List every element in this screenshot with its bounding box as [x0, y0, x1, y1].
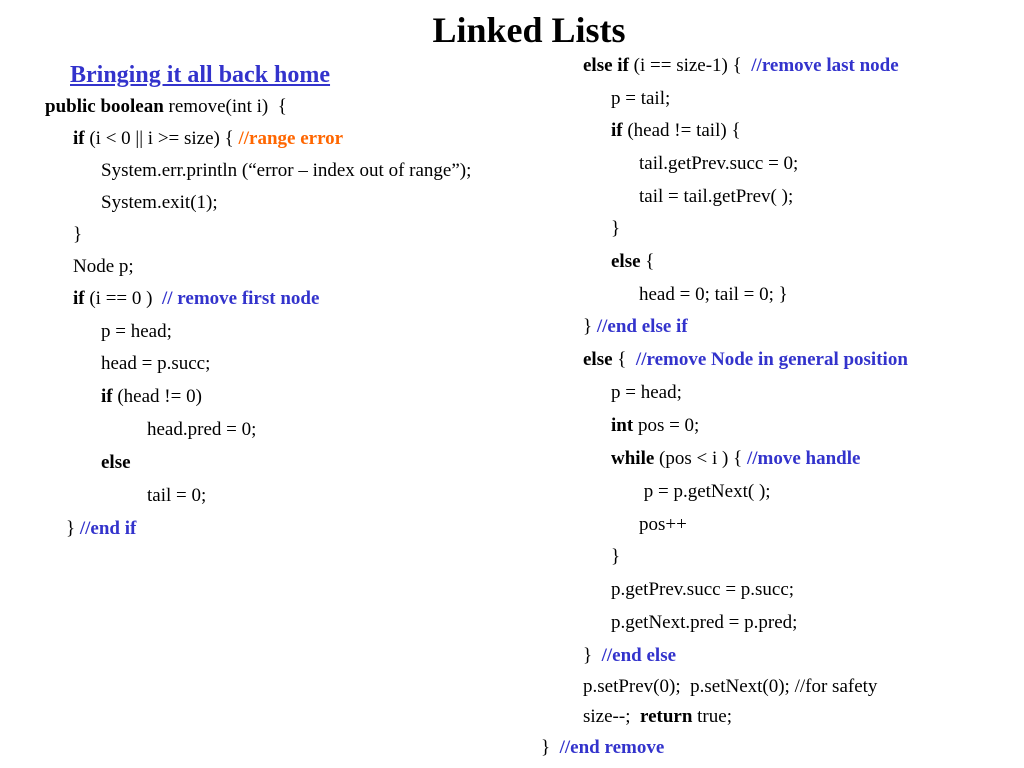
code-text: (pos < i ) { — [654, 448, 747, 469]
code-text: Node p; — [73, 256, 134, 277]
code-text: p.setPrev(0); p.setNext(0); //for safety — [583, 676, 878, 697]
code-text: true; — [692, 706, 732, 727]
code-line — [583, 675, 877, 699]
code-line — [73, 223, 82, 247]
code-line — [101, 191, 218, 215]
code-keyword: else if — [583, 55, 629, 76]
code-line — [611, 545, 620, 569]
slide-subtitle: Bringing it all back home — [70, 62, 331, 88]
code-comment: //end else — [601, 645, 677, 666]
code-line — [583, 315, 688, 339]
code-comment: //range error — [238, 128, 344, 149]
code-keyword: else — [101, 452, 131, 473]
code-text: } — [73, 224, 83, 245]
code-keyword: if — [73, 128, 85, 149]
code-text: System.err.println (“error – index out of range”); — [101, 160, 472, 181]
code-text: (head != 0) — [112, 386, 202, 407]
code-text: tail = tail.getPrev( ); — [639, 186, 794, 207]
code-text: tail.getPrev.succ = 0; — [639, 153, 799, 174]
code-text: p = tail; — [611, 88, 671, 109]
code-text: (head != tail) { — [622, 120, 741, 141]
code-text: (i < 0 || i >= size) { — [84, 128, 239, 149]
code-keyword: public boolean — [45, 96, 164, 117]
code-line — [73, 287, 319, 311]
code-line — [639, 283, 788, 307]
code-text: pos = 0; — [633, 415, 700, 436]
code-text: { — [640, 251, 655, 272]
code-text: head = p.succ; — [101, 353, 211, 374]
code-line — [66, 517, 136, 541]
code-line — [101, 159, 471, 183]
code-comment: //remove last node — [751, 55, 899, 76]
code-line — [611, 447, 860, 471]
code-line — [583, 705, 732, 729]
code-keyword: while — [611, 448, 655, 469]
code-text: head.pred = 0; — [147, 419, 257, 440]
code-keyword: return — [639, 706, 693, 727]
code-keyword: int — [611, 415, 634, 436]
code-comment: //end else if — [596, 316, 688, 337]
code-line — [147, 484, 206, 508]
code-line — [73, 255, 134, 279]
code-text: p = p.getNext( ); — [639, 481, 771, 502]
code-text: (i == 0 ) — [84, 288, 162, 309]
code-text: p = head; — [611, 382, 682, 403]
code-text: p.getPrev.succ = p.succ; — [611, 579, 795, 600]
code-line — [639, 480, 771, 504]
code-text: System.exit(1); — [101, 192, 218, 213]
code-text: pos++ — [639, 514, 687, 535]
code-line — [147, 418, 256, 442]
code-line — [611, 87, 670, 111]
code-keyword: if — [611, 120, 623, 141]
code-text: (i == size-1) { — [628, 55, 752, 76]
code-comment: //end remove — [559, 737, 665, 758]
code-line — [583, 644, 676, 668]
code-line — [101, 352, 210, 376]
code-line — [73, 127, 343, 151]
code-line — [639, 513, 687, 537]
code-text: } — [583, 645, 602, 666]
code-line — [639, 152, 798, 176]
code-text: } — [583, 316, 597, 337]
code-line — [639, 185, 793, 209]
code-line — [101, 385, 202, 409]
code-keyword: if — [101, 386, 113, 407]
code-text: } — [66, 518, 80, 539]
code-text: p = head; — [101, 321, 172, 342]
slide-title: Linked Lists — [432, 10, 626, 50]
code-line — [611, 381, 682, 405]
code-keyword: else — [583, 349, 613, 370]
code-text: } — [611, 546, 621, 567]
code-text: tail = 0; — [147, 485, 207, 506]
code-comment: // remove first node — [161, 288, 320, 309]
code-comment: //remove Node in general position — [635, 349, 908, 370]
code-text: } — [611, 218, 621, 239]
code-text: p.getNext.pred = p.pred; — [611, 612, 798, 633]
code-line — [583, 348, 908, 372]
code-line — [611, 611, 797, 635]
code-line — [611, 217, 620, 241]
code-line — [541, 736, 664, 760]
code-line — [611, 414, 699, 438]
code-line — [583, 54, 899, 78]
code-keyword: if — [73, 288, 85, 309]
code-line — [611, 578, 794, 602]
code-comment: //move handle — [746, 448, 861, 469]
code-comment: //end if — [79, 518, 137, 539]
code-text: head = 0; tail = 0; } — [639, 284, 788, 305]
code-line — [45, 95, 287, 119]
code-line — [611, 250, 654, 274]
code-text: remove(int i) { — [163, 96, 287, 117]
code-text: { — [612, 349, 636, 370]
code-line — [101, 451, 131, 475]
code-text: } — [541, 737, 560, 758]
code-line — [611, 119, 741, 143]
code-line — [101, 320, 172, 344]
code-text: size--; — [583, 706, 640, 727]
code-keyword: else — [611, 251, 641, 272]
